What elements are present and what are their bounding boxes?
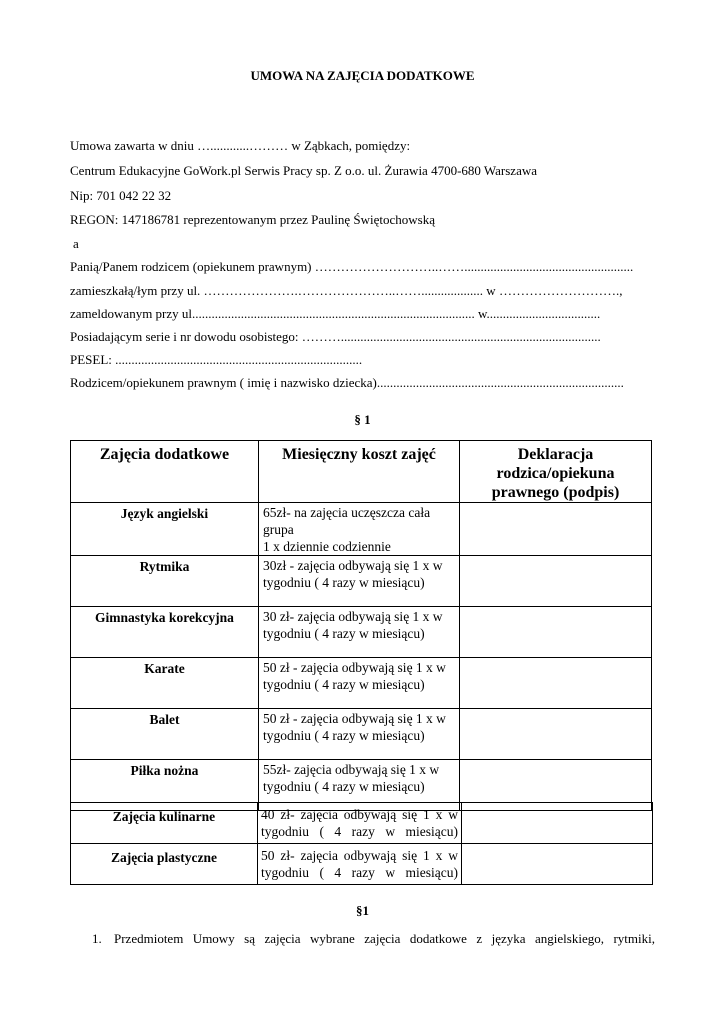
header-declaration: Deklaracja rodzica/opiekuna prawnego (podpis) xyxy=(460,441,652,503)
activity-cost: 30zł - zajęcia odbywają się 1 x w tygodniu ( 4 razy w miesiącu) xyxy=(259,556,460,607)
address-line: zamieszkałą/łym przy ul. ………………….…………………..……................... w ………………………., xyxy=(70,283,623,298)
parent-line: Panią/Panem rodzicem (opiekunem prawnym) ………………………..…….................................................... xyxy=(70,259,634,274)
activity-name: Gimnastyka korekcyjna xyxy=(71,607,259,658)
point-1-text: Przedmiotem Umowy są zajęcia wybrane zajęcia dodatkowe z języka angielskiego, rytmiki, xyxy=(114,931,655,946)
signature-cell[interactable] xyxy=(462,803,653,844)
signature-cell[interactable] xyxy=(460,503,652,556)
signature-cell[interactable] xyxy=(460,607,652,658)
activity-cost: 50 zł- zajęcia odbywają się 1 x w tygodniu ( 4 razy w miesiącu) xyxy=(258,844,462,885)
activity-name: Piłka nożna xyxy=(71,760,259,811)
activities-table xyxy=(70,440,652,811)
child-name-line: Rodzicem/opiekunem prawnym ( imię i nazwisko dziecka)............................................................................ xyxy=(70,375,624,390)
section-heading-2: §1 xyxy=(356,903,369,918)
activity-cost: 40 zł- zajęcia odbywają się 1 x w tygodniu ( 4 razy w miesiącu) xyxy=(258,803,462,844)
activity-name: Zajęcia plastyczne xyxy=(71,844,258,885)
header-cost: Miesięczny koszt zajęć xyxy=(259,441,460,503)
table-row xyxy=(71,803,653,844)
activity-name: Język angielski xyxy=(71,503,259,556)
activity-cost: 50 zł - zajęcia odbywają się 1 x w tygodniu ( 4 razy w miesiącu) xyxy=(259,658,460,709)
activity-name: Karate xyxy=(71,658,259,709)
activity-name: Zajęcia kulinarne xyxy=(71,803,258,844)
activity-name: Rytmika xyxy=(71,556,259,607)
signature-cell[interactable] xyxy=(460,556,652,607)
signature-cell[interactable] xyxy=(462,844,653,885)
contract-date-line: Umowa zawarta w dniu …............……… w Ząbkach, pomiędzy: xyxy=(70,138,411,153)
regon-line: REGON: 147186781 reprezentowanym przez Paulinę Świętochowską xyxy=(70,212,435,227)
conjunction-a: a xyxy=(73,236,79,251)
company-line: Centrum Edukacyjne GoWork.pl Serwis Pracy sp. Z o.o. ul. Żurawia 4700-680 Warszawa xyxy=(70,163,538,178)
table-row xyxy=(71,658,652,709)
document-title: UMOWA NA ZAJĘCIA DODATKOWE xyxy=(250,68,475,83)
id-document-line: Posiadającym serie i nr dowodu osobistego: ………................................................................................ xyxy=(70,329,601,344)
table-row xyxy=(71,556,652,607)
table-row xyxy=(71,844,653,885)
header-activity: Zajęcia dodatkowe xyxy=(71,441,259,503)
table-row xyxy=(71,503,652,556)
table-header-row xyxy=(71,441,652,503)
signature-cell[interactable] xyxy=(460,709,652,760)
activity-cost: 55zł- zajęcia odbywają się 1 x w tygodniu ( 4 razy w miesiącu) xyxy=(259,760,460,811)
nip-line: Nip: 701 042 22 32 xyxy=(70,188,172,203)
activity-cost: 65zł- na zajęcia uczęszcza cała grupa 1 x dziennie codziennie xyxy=(259,503,460,556)
extra-activities-table xyxy=(70,802,653,885)
table-row xyxy=(71,607,652,658)
point-number: 1. xyxy=(92,931,102,946)
activity-name: Balet xyxy=(71,709,259,760)
table-row xyxy=(71,709,652,760)
pesel-line: PESEL: ............................................................................ xyxy=(70,352,363,367)
registered-address-line: zameldowanym przy ul....................................................................................... w................................... xyxy=(70,306,601,321)
signature-cell[interactable] xyxy=(460,658,652,709)
activity-cost: 30 zł- zajęcia odbywają się 1 x w tygodniu ( 4 razy w miesiącu) xyxy=(259,607,460,658)
section-heading-1: § 1 xyxy=(354,412,371,427)
activity-cost: 50 zł - zajęcia odbywają się 1 x w tygodniu ( 4 razy w miesiącu) xyxy=(259,709,460,760)
